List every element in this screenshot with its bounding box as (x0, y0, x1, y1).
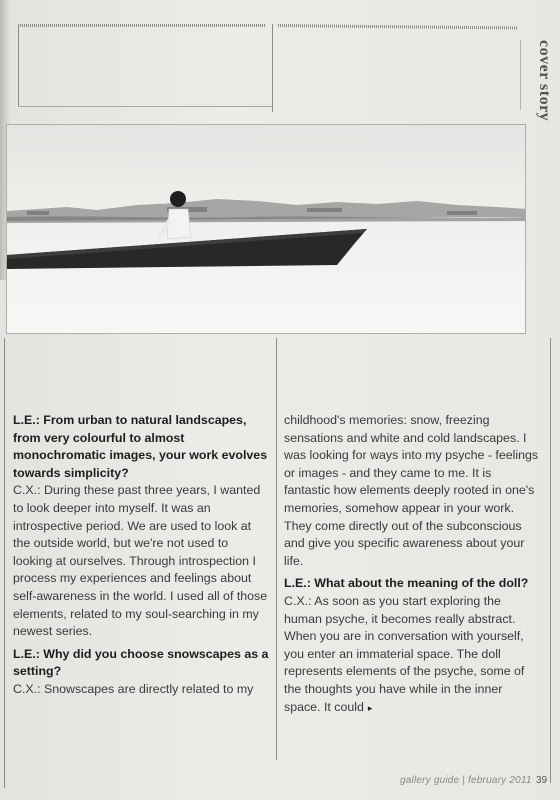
upper-left-bottom-rule (18, 106, 272, 107)
interview-answer: childhood's memories: snow, freezing sensations and white and cold landscapes. I was looking for ways into my psyche - feelings or images - and they came to me. It is fantastic how elements deeply rooted in one's memories, somehow appear in your work. They come directly out of the subconscious and give you specific awareness about your life. (284, 413, 539, 568)
continue-arrow-icon: ▸ (367, 702, 373, 713)
top-decorative-rule-right (278, 24, 518, 30)
publication-credit: gallery guide | february 2011 (400, 775, 532, 786)
lower-left-border (4, 338, 5, 788)
upper-center-divider (272, 24, 273, 112)
interview-answer: C.X.: Snowscapes are directly related to my (13, 681, 254, 696)
interview-answer (284, 593, 540, 717)
page-footer (400, 775, 550, 789)
interview-question: L.E.: Why did you choose snowscapes as a setting? (13, 646, 269, 679)
lower-right-border (550, 338, 551, 783)
upper-right-border (520, 40, 521, 110)
interview-answer: C.X.: During these past three years, I wanted to look deeper into myself. It was an introspective period. We are used to look at the outside world, but we're not used to looking at ourselves. Through introspection I process my experiences and feelings about self-awareness in the world. I used all of those elements, related to my soul-searching in my newest series. (13, 483, 268, 639)
interview-question: L.E.: What about the meaning of the doll? (284, 576, 529, 591)
cover-photograph (6, 124, 526, 334)
article-left-column (13, 412, 269, 704)
section-label: cover story (536, 40, 553, 122)
article-right-column (284, 412, 540, 722)
answer-text: C.X.: As soon as you start exploring the human psyche, it becomes really abstract. When you are in conversation with yourself, you enter an immaterial space. The doll represents elements of the psyche, some of the thoughts you have while in the inner space. It could (284, 593, 525, 714)
top-decorative-rule-left (18, 24, 266, 27)
upper-left-border (18, 26, 19, 106)
interview-question: L.E.: From urban to natural landscapes, from very colourful to almost monochromatic images, your work evolves towards simplicity? (13, 413, 268, 480)
lower-center-divider (276, 338, 277, 760)
page-number: 39 (536, 775, 548, 786)
